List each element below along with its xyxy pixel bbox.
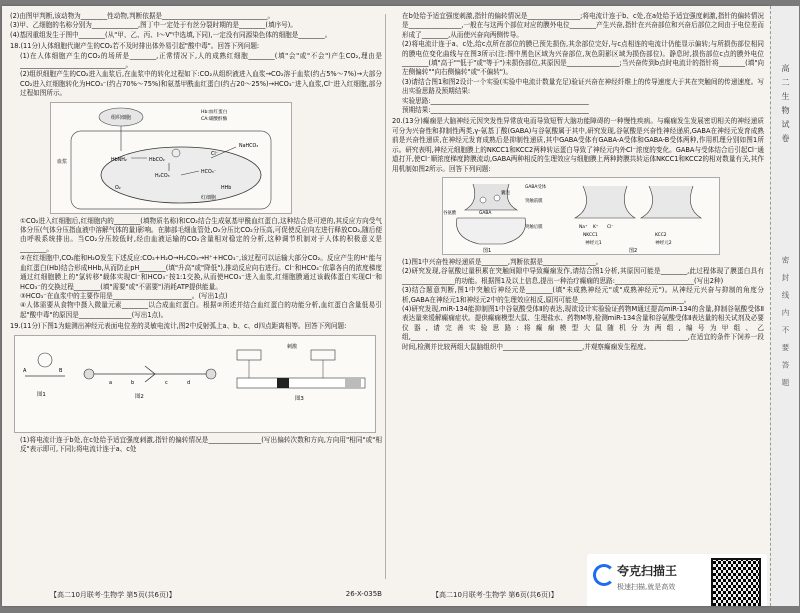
page-5-column <box>10 12 382 454</box>
syn-label-postsynaptic: 突触后膜 <box>525 224 543 230</box>
q18-part-2-1: ①CO₂进入红细胞后,红细胞内的________(填物质名称)和CO₂结合生成氨基甲酰血红蛋白,这种结合是可逆的,其反应方向受气体分压(气体分压指血液中溶解气体的量)影响。在肺部毛细血管处,O₂分压比CO₂分压高,可促使反应向左进行释放CO₂,随后便由呼吸系统排出。当CO₂分压较低时,经由血液运输的CO₂含量相对稳定的分析,这种调节机制对于人体的积极意义是________。 <box>20 216 382 253</box>
footer-left-title: 【高二10月联考·生物学 第5页(共6页)】 <box>50 591 176 599</box>
fig-label-hb: Hb:血红蛋白 <box>201 109 228 115</box>
synapse-diagram <box>442 177 720 255</box>
syn-caption-fig1: 图1 <box>483 247 492 254</box>
q19-part-3: (3)请结合图1和图2设计一个实验(实验中电流计数量充足)验证兴奋在神经纤维上的传导速度大于其在突触间的传递速度。写出实验思路及预期结果: <box>402 77 764 96</box>
footer-right-title: 【高二10月联考·生物学 第6页(共6页)】 <box>432 591 558 599</box>
fig-label-hco3: HCO₃⁻ <box>201 169 217 175</box>
q17-line-3: (3)甲、乙细胞的名称分别为______________,图丁中一定处于有丝分裂时期的是________(填序号)。 <box>10 21 297 30</box>
scanner-name: 夸克扫描王 <box>617 564 678 578</box>
q20-part-4: (4)研究发现,miR-134能抑制图1中谷氨酸受体Ⅱ的表达,现欲设计实验验证药物M通过提高miR-134的含量,抑制谷氨酸受体Ⅱ表达量来缓解癫痫症状。提供癫痫模型大鼠、生理盐水、药物M等,检测miR-134含量和谷氨酸受体Ⅱ表达量的相关试剂及必要仪器,请完善实验思路:将癫痫模型大鼠随机分为两组,编号为甲组、乙组,____________________________________________________________________________________,在适宜的条件下饲养一段时间,检测并比较两组大鼠脑组织中________________________,并观察癫痫发生程度。 <box>402 304 764 351</box>
neuron-label-na: Na⁺ <box>579 224 588 230</box>
figure-2-neurons <box>575 186 701 254</box>
neuron-1-caption: 神经元1 <box>585 240 602 246</box>
syn-caption-fig2: 图2 <box>629 247 638 254</box>
q17-line-4: (4)基因重组发生于图中________(从"甲、乙、丙、Ⅰ～Ⅴ"中选填,下同),一定没有同源染色体的细胞是________。 <box>10 30 332 39</box>
nerve-fiber-diagram <box>14 335 376 433</box>
fig-label-o2: O₂ <box>115 185 121 191</box>
margin-title: 高二生物试卷 <box>781 64 790 148</box>
q20-part-3: (3)结合题意判断,图1中突触后神经元是________(填"未成熟神经元"或"成熟神经元")。从神经元兴奋与抑制的角度分析,GABA在神经元1和神经元2中的生理效应相反,原因可能是________________________________。 <box>402 286 764 304</box>
q20-part-2: (2)研究发现,谷氨酸过量积累在突触间隙中导致癫痫发作,请结合图1分析,其原因可能是________,此过程体现了膜蛋白具有________________的功能。根据图1及以上信息,提出一种治疗癫痫的思路:________________________(写出2种) <box>402 267 764 285</box>
syn-label-presynaptic: 突触前膜 <box>525 198 543 204</box>
neuron-label-k: K⁺ <box>593 224 599 230</box>
q19-part-2: (2)将电流计连于a、c处,给c点所在部位的膜已预先损伤,其余部位完好,与c点相连的电流计仍能显示偏转;与所损伤部位相同的膜电位变化曲线与在图3所示(注:图中黑色区域为兴奋部位,灰色阴影区域为损伤部位)。静息时,损伤部位c点的膜外电位________(填"高于""低于"或"等于")未损伤部位,其原因是________________;当兴奋传到b点时电流计的指针将________(填"向左侧偏转""向右侧偏转"或"不偏转")。 <box>402 40 764 77</box>
figure-1-galvanometer <box>23 353 65 398</box>
fig-label-rbc: 红细胞 <box>201 194 217 201</box>
fig3-label-stimulus: 刺激 <box>287 343 298 350</box>
q19-part-1: (1)将电流计连于b处,在c处给予适宜强度刺激,指针的偏转情况是________________(写出偏转次数和方向,方向用"相同"或"相反"表示即可,下同);将电流计连于a、c处 <box>20 435 382 453</box>
binding-margin <box>770 6 799 606</box>
fig2-label-c: c <box>165 379 168 386</box>
fig-label-hhb: HHb <box>221 185 232 191</box>
fig2-label-a: a <box>109 379 113 386</box>
fig1-label-b: B <box>59 367 63 374</box>
figure-2-reflex-arc <box>84 366 216 400</box>
fig2-label-b: b <box>131 379 135 386</box>
syn-label-gaba: GABA <box>479 210 492 216</box>
fig-label-ca: CA:碳酸酐酶 <box>201 116 228 122</box>
q19-part-1-cont: 在b处给予适宜强度刺激,指针的偏转情况是________________;将电流计连于b、c处,在a处给予适宜强度刺激,指针的偏转情况是________________,一般在与这两个部位对应的膜外电位________产生兴奋,指针在兴奋部位和兴奋后部位之间由于电位差而形成了________,从而使兴奋向两侧传导。 <box>402 12 764 39</box>
q19-expected-result: 预期结果:________________________________________________ <box>402 106 589 115</box>
margin-seal-line: 密封线内不要答题 <box>781 256 790 396</box>
q18-part-2-2: ②在红细胞中,CO₂能和H₂O发生下述反应:CO₂+H₂O→H₂CO₃→H⁺+HCO₃⁻,该过程可以运输大部分CO₂。反应产生的H⁺能与血红蛋白(Hb)结合形成HHb,从而防止pH________(填"升高"或"降低"),推动反应向右进行。Cl⁻和HCO₃⁻依靠各自的浓度梯度通过红细胞膜上的"氯转移"载体实现Cl⁻和HCO₃⁻按1:1交换,从而使HCO₃⁻进入血浆,红细胞膜通过该载体蛋白实现Cl⁻和HCO₃⁻的交换过程________(填"需要"或"不需要")消耗ATP提供能量。 <box>20 254 382 291</box>
q18-heading: 18.(11分)人体细胞代谢产生的CO₂若不及时排出体外易引起"酸中毒"。回答下列问题: <box>10 42 260 51</box>
syn-label-gaba-receptor: GABA受体 <box>525 184 547 190</box>
neuron-label-cl: Cl⁻ <box>607 224 614 230</box>
page-divider <box>385 14 386 579</box>
exam-spread <box>2 6 770 606</box>
qr-code-icon <box>711 558 761 606</box>
neuron-label-kcc2: KCC2 <box>655 232 667 238</box>
fig1-label-a: A <box>23 367 27 374</box>
fig-label-nahco3: NaHCO₃ <box>239 143 259 149</box>
fig1-caption: 图1 <box>37 391 46 398</box>
q18-part-2: (2)组织细胞产生的CO₂进入血浆后,在血浆中的转化过程如下:CO₂从组织液进入血浆→CO₂溶于血浆(约占5%～7%)→大部分CO₂进入红细胞转化为HCO₃⁻(约占70%～75%)和氨基甲酰血红蛋白(约占20～25%)→HCO₃⁻进入血浆,Cl⁻进入红细胞,部分过程如图所示。 <box>20 70 382 98</box>
fig3-caption: 图3 <box>295 395 304 402</box>
fig-label-hbnh2: HbNH₂ <box>111 157 127 163</box>
fig2-caption: 图2 <box>135 393 144 400</box>
q20-part-1: (1)图1中兴奋性神经递质是________,判断依据是________________。 <box>402 257 603 266</box>
fig-label-plasma: 血浆 <box>57 158 68 165</box>
neuron-label-nkcc1: NKCC1 <box>583 232 598 238</box>
q19-heading: 19.(11分)下图1为蛙测出神经元表面电位差的灵敏电流计,图2中反射弧上a、b、c、d四点距离相等。回答下列问题: <box>10 322 347 331</box>
fig-label-h2co3: H₂CO₃ <box>155 173 170 179</box>
page-6-column <box>392 12 764 352</box>
footer-left-code: 26-X-035B <box>345 590 382 598</box>
fig-label-tissue-cell: 组织细胞 <box>111 114 132 121</box>
syn-label-glutamate: 谷氨酸 <box>443 210 457 216</box>
figure-1-synapse <box>443 183 547 254</box>
scanner-watermark <box>587 554 767 606</box>
scanner-slogan: 极速扫描,就是高效 <box>617 583 676 591</box>
q19-experiment-idea: 实验思路:________________________________________________ <box>402 96 589 105</box>
fig-label-cl: Cl⁻ <box>211 151 219 157</box>
fig-label-hbco2: HbCO₂ <box>149 157 165 163</box>
fig2-label-d: d <box>187 379 191 386</box>
figure-3-membrane-potentials <box>237 343 365 402</box>
neuron-2-caption: 神经元2 <box>655 240 672 246</box>
q17-line-2: (2)由图甲判断,该动物为________性动物,判断依据是________________________________。 <box>10 12 275 20</box>
q18-part-2-4: ④人体需要从食物中摄入微量元素________以合成血红蛋白。根据②所述并结合血红蛋白的功能分析,血红蛋白含量低易引起"酸中毒"的原因是________________(写出1点)。 <box>20 301 382 319</box>
co2-transport-diagram <box>50 102 292 214</box>
q18-part-2-3: ③HCO₃⁻在血浆中的主要作用是________________________。(写出1点) <box>20 291 228 300</box>
syn-label-vesicle: 囊泡 <box>501 190 510 196</box>
q20-heading: 20.(13分)癫痫是大脑神经元因突发性异常放电而导致短暂大脑功能障碍的一种慢性疾病。与癫痫发生发展密切相关的神经递质可分为兴奋性和抑制性两类,γ-氨基丁酸(GABA)与谷氨酸属于其中,研究发现,谷氨酸是兴奋性神经递质,GABA在神经元发育成熟前是兴奋性递质,在神经元发育成熟后是抑制性递质,其中GABA受体有GABA-A受体和GABA-B受体两种,作用机理分别如图1所示。研究表明,神经元细胞膜上的NKCC1和KCC2两种转运蛋白导致了神经元内外Cl⁻浓度的变化。GABA与受体结合后引起Cl⁻通道打开,使Cl⁻顺浓度梯度跨膜流动,GABA两种相反的生理效应与细胞膜上两种跨膜共转运体NKCC1和KCC2的相对数量有关,其作用机制如图2所示。回答下列问题: <box>392 117 764 173</box>
scanner-logo-icon <box>593 564 615 586</box>
q18-part-1: (1)在人体细胞产生的CO₂的场所是________,正常情况下,人的成熟红细胞________(填"会"或"不会")产生CO₂,理由是________________________________。 <box>20 51 382 70</box>
